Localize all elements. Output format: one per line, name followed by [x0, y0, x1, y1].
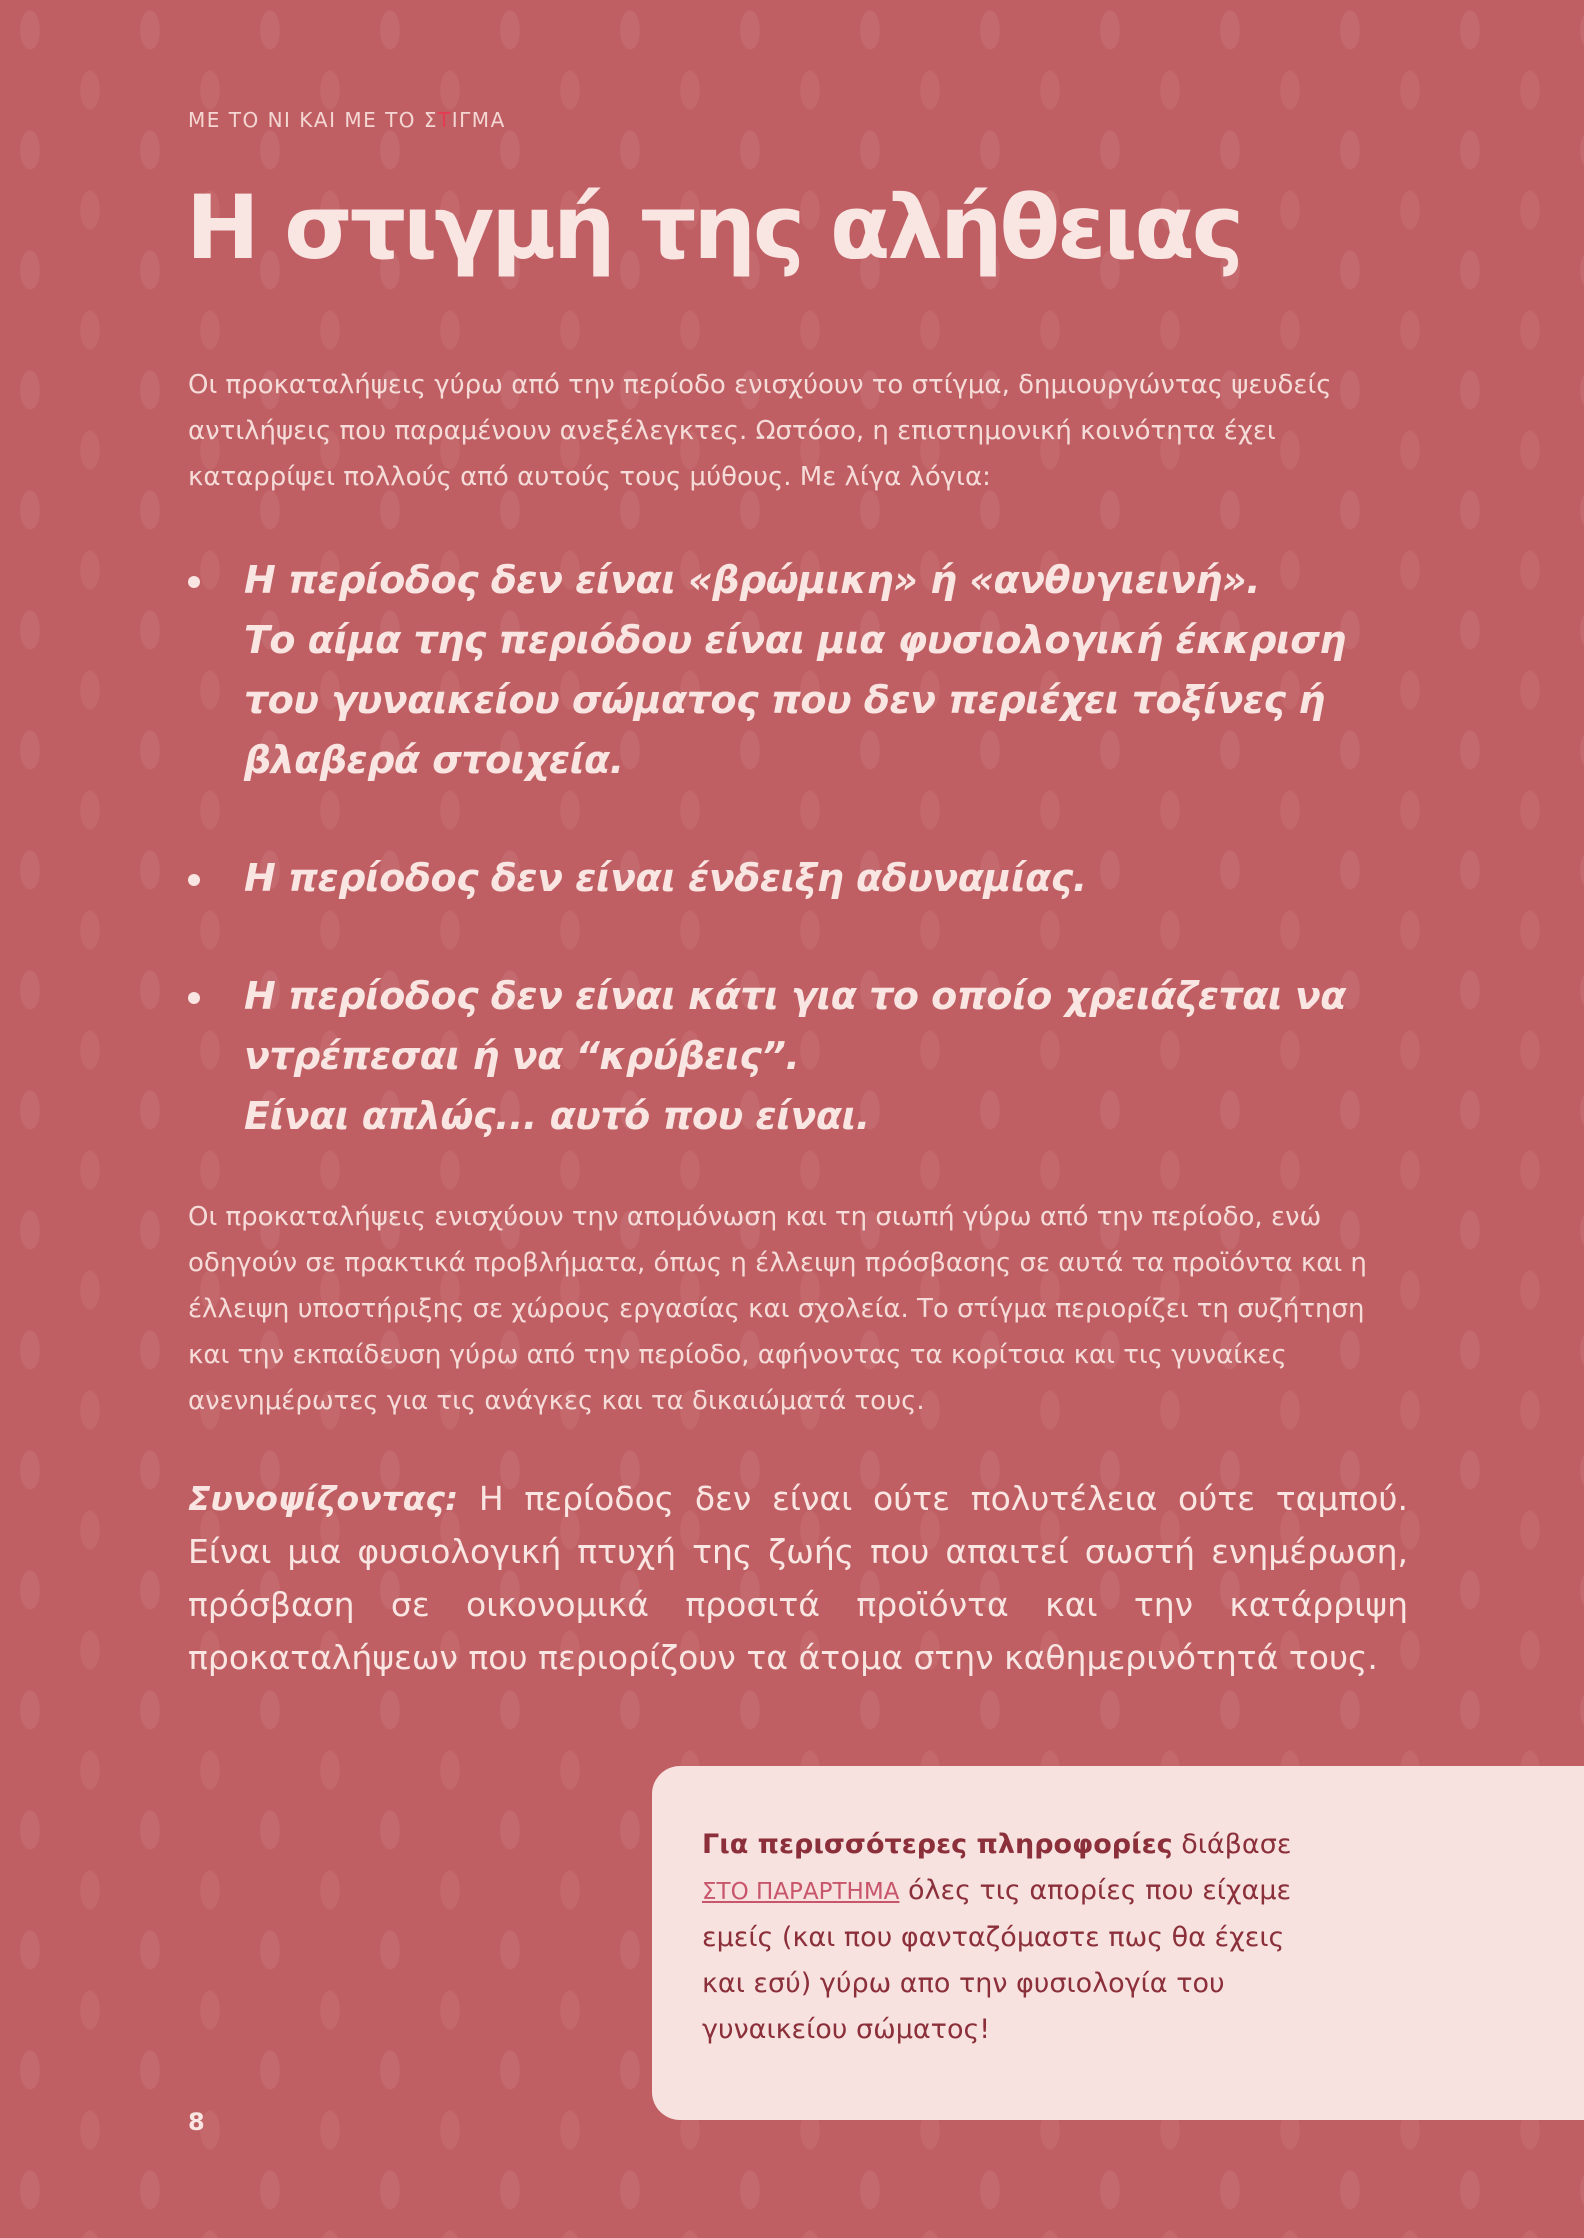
bullet-icon: [188, 576, 200, 588]
info-callout-lead: Για περισσότερες πληροφορίες: [702, 1829, 1173, 1860]
summary-lead: Συνοψίζοντας:: [188, 1479, 459, 1518]
summary-text: Η περίοδος δεν είναι ούτε πολυτέλεια ούτε ταμπού. Είναι μια φυσιολογική πτυχή της ζωής που απαιτεί σωστή ενημέρωση, πρόσβαση σε οικονομικά προσιτά προϊόντα και την κατάρριψη προκαταλήψεων που περιορίζουν τα άτομα στην καθημερινότητά τους.: [188, 1479, 1408, 1677]
kicker-accent-letter: Τ: [438, 108, 452, 132]
page-title: Η στιγμή της αλήθειας: [186, 176, 1242, 279]
body-paragraph: Οι προκαταλήψεις ενισχύουν την απομόνωση και τη σιωπή γύρω από την περίοδο, ενώ οδηγούν σε πρακτικά προβλήματα, όπως η έλλειψη πρόσβασης σε αυτά τα προϊόντα και η έλλειψη υποστήριξης σε χώρους εργασίας και σχολεία. Το στίγμα περιορίζει τη συζήτηση και την εκπαίδευση γύρω από την περίοδο, αφήνοντας τα κορίτσια και τις γυναίκες ανενημέρωτες για τις ανάγκες και τα δικαιώματά τους.: [188, 1202, 1367, 1416]
myths-list: [188, 550, 1418, 1204]
kicker-text-start: ΜΕ ΤΟ ΝΙ ΚΑΙ ΜΕ ΤΟ Σ: [188, 108, 439, 132]
intro-paragraph: Οι προκαταλήψεις γύρω από την περίοδο ενισχύουν το στίγμα, δημιουργώντας ψευδείς αντιλήψεις που παραμένουν ανεξέλεγκτες. Ωστόσο, η επιστημονική κοινότητα έχει καταρρίψει πολλούς από αυτούς τους μύθους. Με λίγα λόγια:: [188, 370, 1332, 492]
list-item-heading: Η περίοδος δεν είναι «βρώμικη» ή «ανθυγιεινή».: [244, 558, 1261, 602]
page-number: 8: [188, 2108, 205, 2136]
bullet-icon: [188, 992, 200, 1004]
list-item: [188, 550, 1418, 790]
list-item: [188, 848, 1418, 908]
kicker-text-end: ΙΓΜΑ: [451, 108, 506, 132]
section-kicker: [188, 108, 506, 132]
info-callout: [652, 1766, 1584, 2120]
list-item-heading: Η περίοδος δεν είναι κάτι για το οποίο χρειάζεται να ντρέπεσαι ή να “κρύβεις”.: [244, 974, 1346, 1078]
list-item: [188, 966, 1418, 1146]
info-callout-prelink: διάβασε: [1172, 1829, 1292, 1860]
list-item-detail: Το αίμα της περιόδου είναι μια φυσιολογική έκκριση του γυναικείου σώματος που δεν περιέχει τοξίνες ή βλαβερά στοιχεία.: [244, 618, 1346, 782]
list-item-detail: Είναι απλώς... αυτό που είναι.: [244, 1094, 870, 1138]
bullet-icon: [188, 874, 200, 886]
appendix-link[interactable]: ΣΤΟ ΠΑΡΑΡΤΗΜΑ: [702, 1879, 900, 1905]
info-callout-postlink: όλες τις απορίες που είχαμε εμείς (και που φανταζόμαστε πως θα έχεις και εσύ) γύρω απο την φυσιολογία του γυναικείου σώματος!: [702, 1875, 1292, 2045]
list-item-heading: Η περίοδος δεν είναι ένδειξη αδυναμίας.: [244, 856, 1087, 900]
info-callout-text: [702, 1822, 1322, 2053]
summary-paragraph: [188, 1472, 1408, 1684]
